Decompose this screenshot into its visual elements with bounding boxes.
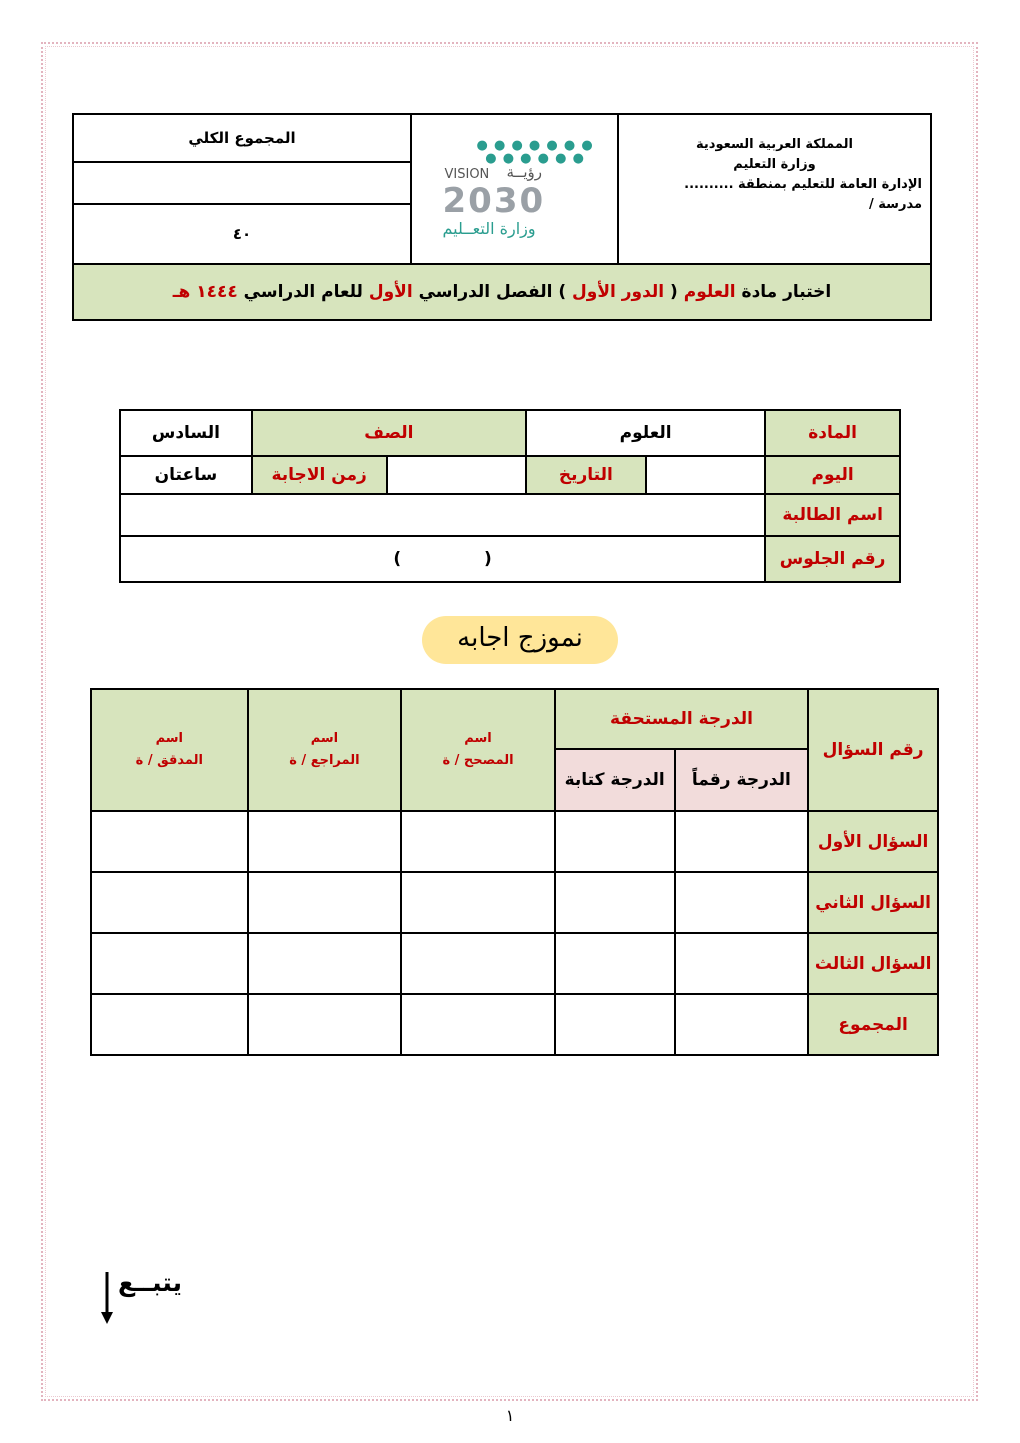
- cell-q1-written[interactable]: [555, 811, 675, 872]
- cell-q3-reviewer[interactable]: [248, 933, 402, 994]
- down-arrow-icon: [100, 1272, 114, 1324]
- title-subject: العلوم: [683, 282, 736, 302]
- cell-q1-numeric[interactable]: [675, 811, 809, 872]
- school-info: [618, 114, 931, 264]
- corrector-header: [401, 689, 555, 811]
- title-text-1: اختبار مادة: [735, 282, 832, 302]
- kingdom-name: المملكة العربية السعودية: [696, 137, 853, 152]
- cell-q1-reviewer[interactable]: [248, 811, 402, 872]
- date-value[interactable]: [387, 456, 526, 494]
- written-grade-header: الدرجة كتابة: [555, 749, 675, 811]
- logo-cell: [411, 114, 618, 264]
- row-label-q2: السؤال الثاني: [808, 872, 938, 933]
- student-info-table: [119, 409, 901, 583]
- duration-label: زمن الاجابة: [252, 456, 387, 494]
- row-label-q3: السؤال الثالث: [808, 933, 938, 994]
- ministry-name: وزارة التعليم: [733, 157, 816, 172]
- school-name: مدرسة /: [869, 197, 922, 212]
- page-number: ١: [505, 1406, 515, 1425]
- cell-total-reviewer[interactable]: [248, 994, 402, 1055]
- title-round: الدور الأول: [572, 282, 665, 302]
- auditor-header-line2: المدقق / ة: [135, 753, 203, 768]
- answer-model-banner: نموزج اجابه: [422, 616, 618, 664]
- reviewer-header-line1: اسم: [310, 731, 339, 746]
- cell-total-corrector[interactable]: [401, 994, 555, 1055]
- row-label-total: المجموع: [808, 994, 938, 1055]
- duration-value: ساعتان: [120, 456, 252, 494]
- cell-q2-reviewer[interactable]: [248, 872, 402, 933]
- reviewer-header: [248, 689, 402, 811]
- reviewer-header-line2: المراجع / ة: [289, 753, 360, 768]
- title-text-4: للعام الدراسي: [237, 282, 369, 302]
- logo-ministry-text: وزارة التعــليم: [442, 219, 536, 238]
- cell-q2-corrector[interactable]: [401, 872, 555, 933]
- auditor-header-line1: اسم: [155, 731, 184, 746]
- subject-label: المادة: [765, 410, 900, 456]
- cell-q2-written[interactable]: [555, 872, 675, 933]
- student-name-field[interactable]: [120, 494, 765, 536]
- numeric-grade-header: الدرجة رقماً: [675, 749, 809, 811]
- row-label-q1: السؤال الأول: [808, 811, 938, 872]
- day-value[interactable]: [646, 456, 766, 494]
- continue-label: يتبــع: [118, 1268, 182, 1297]
- question-number-header: رقم السؤال: [808, 689, 938, 811]
- grade-value: السادس: [120, 410, 252, 456]
- date-label: التاريخ: [526, 456, 646, 494]
- grades-table: [90, 688, 939, 1056]
- seat-number-label: رقم الجلوس: [765, 536, 900, 582]
- title-text-2: (: [664, 282, 684, 302]
- logo-vision-text: VISION: [444, 167, 490, 182]
- title-term: الأول: [368, 282, 413, 302]
- header-table: [72, 113, 932, 321]
- corrector-header-line2: المصحح / ة: [442, 753, 514, 768]
- seat-number-field[interactable]: ( ): [120, 536, 765, 582]
- cell-total-numeric[interactable]: [675, 994, 809, 1055]
- cell-q3-corrector[interactable]: [401, 933, 555, 994]
- directorate-name: الإدارة العامة للتعليم بمنطقة ..........: [684, 177, 922, 192]
- logo-year-text: 2030: [442, 181, 546, 221]
- vision-2030-logo: [415, 119, 615, 259]
- total-label: المجموع الكلي: [73, 114, 411, 162]
- auditor-header: [91, 689, 248, 811]
- cell-q3-auditor[interactable]: [91, 933, 248, 994]
- title-year: ١٤٤٤ هـ: [172, 282, 238, 302]
- cell-q2-auditor[interactable]: [91, 872, 248, 933]
- cell-q3-numeric[interactable]: [675, 933, 809, 994]
- cell-total-written[interactable]: [555, 994, 675, 1055]
- total-empty-cell: [73, 162, 411, 204]
- logo-dots: ● ● ● ● ● ● ● ● ● ● ● ● ●: [476, 138, 594, 166]
- cell-total-auditor[interactable]: [91, 994, 248, 1055]
- logo-ruya-text: رؤيــة: [506, 163, 542, 181]
- subject-value: العلوم: [526, 410, 765, 456]
- cell-q2-numeric[interactable]: [675, 872, 809, 933]
- exam-title: [73, 264, 931, 320]
- cell-q3-written[interactable]: [555, 933, 675, 994]
- corrector-header-line1: اسم: [464, 731, 492, 746]
- day-label: اليوم: [765, 456, 900, 494]
- cell-q1-auditor[interactable]: [91, 811, 248, 872]
- cell-q1-corrector[interactable]: [401, 811, 555, 872]
- deserved-grade-header: الدرجة المستحقة: [555, 689, 808, 749]
- title-text-3: ) الفصل الدراسي: [412, 282, 573, 302]
- grade-label: الصف: [252, 410, 526, 456]
- student-name-label: اسم الطالبة: [765, 494, 900, 536]
- total-value: ٤٠: [73, 204, 411, 264]
